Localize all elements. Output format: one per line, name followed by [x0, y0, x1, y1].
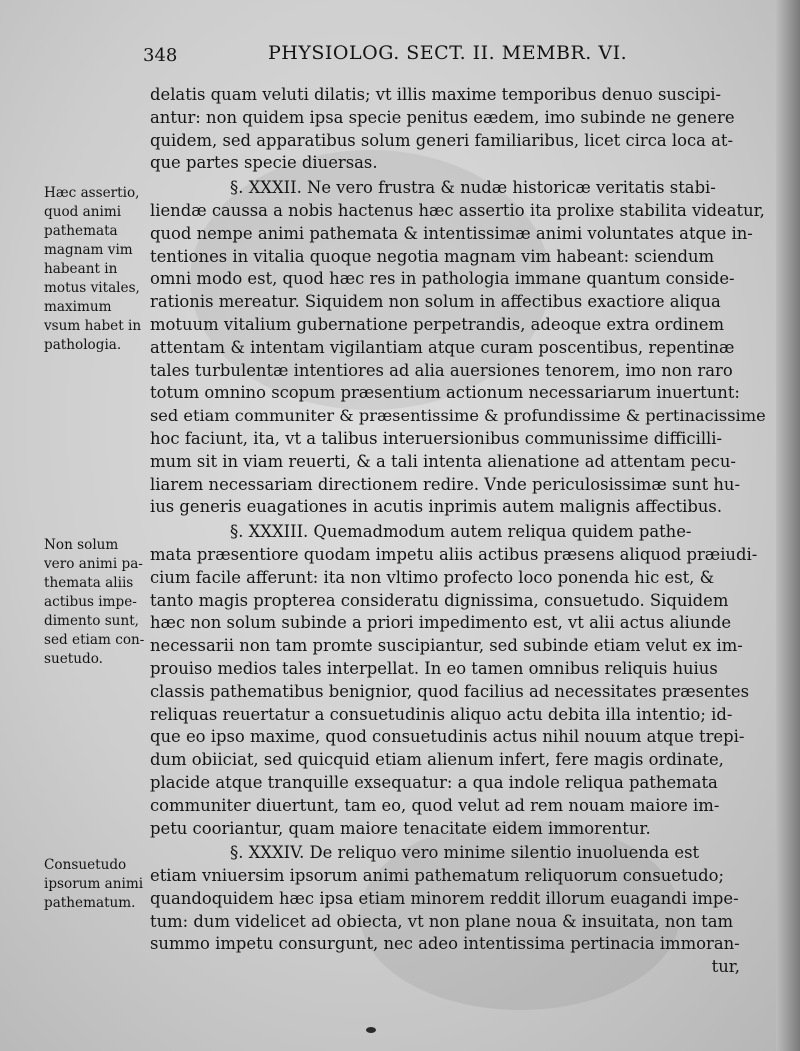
- main-text: [150, 84, 770, 979]
- section-heading-line: §. XXXIV. De reliquo vero minime silentio inuoluenda est: [230, 843, 700, 863]
- text-line: petu cooriantur, quam maiore tenacitate eidem immorentur.: [150, 818, 651, 838]
- text-line: que partes specie diuersas.: [150, 153, 378, 173]
- section-heading-line: §. XXXIII. Quemadmodum autem reliqua quidem pathe-: [230, 522, 692, 542]
- ink-mark: [366, 1027, 376, 1033]
- text-line: summo impetu consurgunt, nec adeo intentissima pertinacia immoran-: [150, 934, 740, 954]
- margin-note-line: habeant in: [44, 261, 118, 277]
- text-line: tanto magis propterea consideratu dignissima, consuetudo. Siquidem: [150, 590, 729, 610]
- margin-note-line: magnam vim: [44, 242, 133, 258]
- text-line: mata præsentiore quodam impetu aliis actibus præsens aliquod præiudi-: [150, 544, 758, 564]
- margin-note-line: Consuetudo: [44, 857, 127, 873]
- text-line: necessarii non tam promte suscipiantur, sed subinde etiam velut ex im-: [150, 636, 743, 656]
- text-line: tales turbulentæ intentiores ad alia auersiones tenorem, imo non raro: [150, 360, 733, 380]
- running-title: PHYSIOLOG. SECT. II. MEMBR. VI.: [268, 42, 628, 64]
- text-line: que eo ipso maxime, quod consuetudinis actus nihil nouum atque trepi-: [150, 727, 745, 747]
- margin-note: [44, 536, 144, 669]
- text-line: quod nempe animi pathemata & intentissimæ animi voluntates atque in-: [150, 223, 753, 243]
- text-line: tentiones in vitalia quoque negotia magnam vim habeant: sciendum: [150, 246, 715, 266]
- text-line: liendæ caussa a nobis hactenus hæc assertio ita prolixe stabilita videatur,: [150, 200, 765, 220]
- text-line: hoc faciunt, ita, vt a talibus interuersionibus communissime difficilli-: [150, 428, 723, 448]
- margin-note-line: suetudo.: [44, 651, 103, 667]
- margin-note-line: pathologia.: [44, 337, 122, 353]
- section-heading-line: §. XXXII. Ne vero frustra & nudæ historicæ veritatis stabi-: [230, 178, 716, 198]
- text-line: quandoquidem hæc ipsa etiam minorem reddit illorum euagandi impe-: [150, 888, 739, 908]
- margin-note-line: pathematum.: [44, 895, 136, 911]
- margin-note-line: dimento sunt,: [44, 613, 139, 629]
- text-line: omni modo est, quod hæc res in pathologia immane quantum conside-: [150, 269, 735, 289]
- margin-note-line: themata aliis: [44, 575, 134, 591]
- margin-note-line: actibus impe-: [44, 594, 137, 610]
- margin-note-line: sed etiam con-: [44, 632, 145, 648]
- text-line: liarem necessariam directionem redire. Vnde periculosissimæ sunt hu-: [150, 474, 741, 494]
- text-line: reliquas reuertatur a consuetudinis aliquo actu debita illa intentio; id-: [150, 704, 733, 724]
- text-line: tum: dum videlicet ad obiecta, vt non plane noua & insuitata, non tam: [150, 911, 734, 931]
- margin-note-line: pathemata: [44, 223, 118, 239]
- text-line: cium facile afferunt: ita non vltimo profecto loco ponenda hic est, &: [150, 567, 715, 587]
- text-line: motuum vitalium gubernatione perpetrandis, adeoque extra ordinem: [150, 314, 724, 334]
- text-line: etiam vniuersim ipsorum animi pathematum reliquorum consuetudo;: [150, 866, 725, 886]
- text-line: attentam & intentam vigilantiam atque curam poscentibus, repentinæ: [150, 337, 735, 357]
- text-line: classis pathematibus benignior, quod facilius ad necessitates præsentes: [150, 681, 749, 701]
- text-line: ius generis euagationes in acutis inprimis autem malignis affectibus.: [150, 497, 723, 517]
- catchword-line: tur,: [711, 957, 740, 977]
- text-line: rationis mereatur. Siquidem non solum in affectibus exactiore aliqua: [150, 292, 721, 312]
- margin-note-line: Hæc assertio,: [44, 185, 140, 201]
- text-line: antur: non quidem ipsa specie penitus eædem, imo subinde ne genere: [150, 107, 735, 127]
- page-number: 348: [143, 45, 178, 66]
- text-line: prouiso medios tales interpellat. In eo tamen omnibus reliquis huius: [150, 658, 718, 678]
- text-line: dum obiiciat, sed quicquid etiam alienum infert, fere magis ordinate,: [150, 750, 724, 770]
- text-line: totum omnino scopum præsentium actionum necessariarum inuertunt:: [150, 383, 740, 403]
- margin-note: [44, 184, 141, 355]
- margin-note-line: motus vitales,: [44, 280, 140, 296]
- margin-note-line: vero animi pa-: [44, 556, 143, 572]
- text-line: communiter diuertunt, tam eo, quod velut ad rem nouam maiore im-: [150, 795, 720, 815]
- text-line: delatis quam veluti dilatis; vt illis maxime temporibus denuo suscipi-: [150, 85, 722, 104]
- text-line: placide atque tranquille exsequatur: a qua indole reliqua pathemata: [150, 772, 718, 792]
- text-line: hæc non solum subinde a priori impedimento est, vt alii actus aliunde: [150, 613, 732, 633]
- margin-note-line: Non solum: [44, 537, 119, 553]
- margin-note-line: quod animi: [44, 204, 122, 220]
- text-line: quidem, sed apparatibus solum generi familiaribus, licet circa loca at-: [150, 130, 734, 150]
- scan-edge: [776, 0, 800, 1051]
- margin-note-line: vsum habet in: [44, 318, 142, 334]
- margin-note: [44, 856, 143, 913]
- margin-note-line: maximum: [44, 299, 112, 315]
- text-line: mum sit in viam reuerti, & a tali intenta alienatione ad attentam pecu-: [150, 451, 736, 471]
- margin-note-line: ipsorum animi: [44, 876, 144, 892]
- text-line: sed etiam communiter & præsentissime & profundissime & pertinacissime: [150, 406, 766, 426]
